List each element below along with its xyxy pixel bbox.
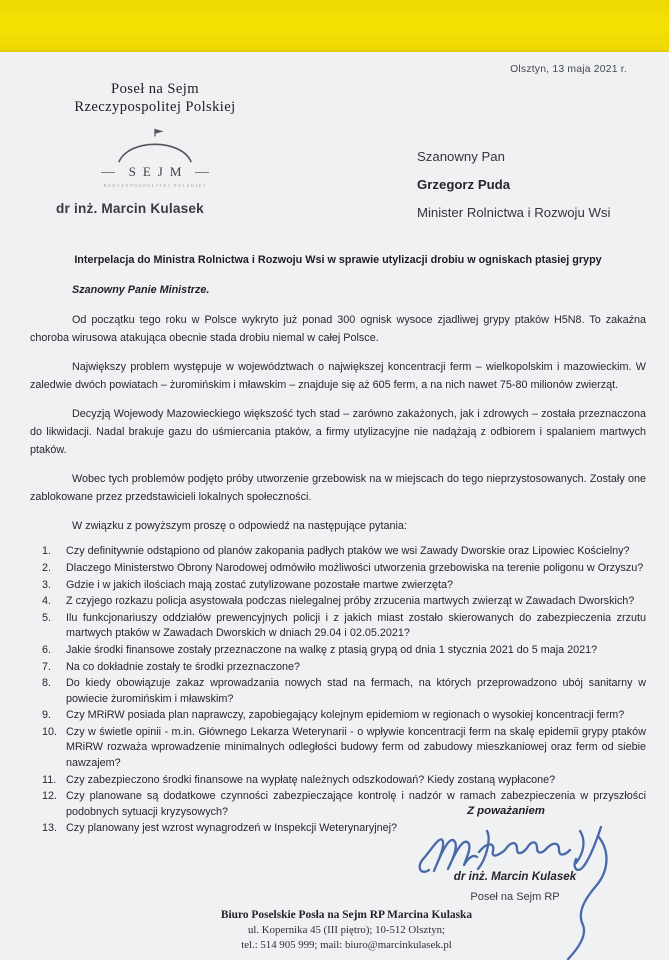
- letterhead: [38, 80, 272, 188]
- question-item: [42, 594, 646, 610]
- question-text: Czy planowane są dodatkowe czynności zabezpieczające kontrolę i nadzór w ramach zabezpieczenia w przyszłości podobnych sytuacji kryzysowych?: [66, 790, 646, 818]
- body-paragraph: Największy problem występuje w województwach o największej koncentracji ferm – wielkopolskim i mazowieckim. W zaledwie dwóch powiatach – żuromińskim i mławskim – znajduje się aż 605 ferm, a na nich nawet 75-80 milionów zwierząt.: [30, 361, 646, 391]
- body-paragraph: Decyzją Wojewody Mazowieckiego większość tych stad – zarówno zakażonych, jak i zdrowych – została przeznaczona do likwidacji. Nadal brakuje gazu do uśmiercania ptaków, a firmy utylizacyjne nie nadążają z odbiorem i spalaniem martwych ptaków.: [30, 408, 646, 456]
- question-text: Czy MRiRW posiada plan naprawczy, zapobiegający kolejnym epidemiom w regionach o wysokiej koncentracji ferm?: [66, 709, 625, 722]
- sender-name: dr inż. Marcin Kulasek: [56, 201, 204, 216]
- question-number: 12.: [42, 790, 58, 803]
- question-item: [42, 660, 646, 676]
- footer-address: ul. Kopernika 45 (III piętro); 10-512 Olsztyn;: [248, 924, 445, 936]
- footer-office-block: [0, 908, 669, 952]
- sejm-dome-icon: [107, 126, 203, 166]
- sejm-logo-text: SEJM: [128, 164, 189, 179]
- question-item: [42, 725, 646, 772]
- recipient-block: [417, 143, 610, 227]
- question-text: Jakie środki finansowe zostały przeznaczone na walkę z ptasią grypą od dnia 1 stycznia 2021 do 5 maja 2021?: [66, 643, 598, 656]
- question-text: Na co dokładnie zostały te środki przeznaczone?: [66, 660, 301, 673]
- sejm-logo-caption: RZECZYPOSPOLITEJ POLSKIEJ: [103, 183, 207, 188]
- question-text: Gdzie i w jakich ilościach mają zostać zutylizowane pozostałe martwe zwierzęta?: [66, 578, 454, 591]
- letterhead-line-2: Rzeczypospolitej Polskiej: [74, 99, 236, 115]
- question-number: 9.: [42, 709, 52, 722]
- subject-title: Interpelacja do Ministra Rolnictwa i Rozwoju Wsi w sprawie utylizacji drobiu w ogniskach ptasiej grypy: [74, 254, 602, 266]
- question-item: [42, 773, 646, 789]
- body-paragraph: Od początku tego roku w Polsce wykryto już ponad 300 ognisk wysoce zjadliwej grypy ptaków H5N8. To zakaźna choroba wirusowa atakująca obecnie stada drobiu niemal w całej Polsce.: [30, 314, 646, 344]
- signer-role: Poseł na Sejm RP: [470, 891, 560, 903]
- yellow-top-banner: [0, 0, 669, 52]
- logo-rule-left: [101, 172, 115, 173]
- question-item: [42, 561, 646, 577]
- question-number: 5.: [42, 611, 52, 624]
- recipient-name: Grzegorz Puda: [417, 177, 511, 192]
- question-text: Czy zabezpieczono środki finansowe na wypłatę należnych odszkodowań? Kiedy zostaną wypłacone?: [66, 773, 556, 786]
- question-number: 4.: [42, 595, 52, 608]
- question-number: 3.: [42, 578, 52, 591]
- question-text: Z czyjego rozkazu policja asystowała podczas nielegalnej próby zrzucenia martwych zwierząt w Zawadach Dworskich?: [66, 595, 635, 608]
- logo-rule-right: [195, 172, 209, 173]
- question-number: 7.: [42, 660, 52, 673]
- footer-contact: tel.: 514 905 999; mail: biuro@marcinkulasek.pl: [241, 938, 452, 951]
- question-text: Czy w świetle opinii - m.in. Głównego Lekarza Weterynarii - o wpływie koncentracji ferm na skalę epidemii grypy ptaków MRiRW rozważa wprowadzenie minimalnych odległości budowy ferm od zabudowy mieszkaniowej oraz ferm od siebie nawzajem?: [66, 725, 646, 770]
- date-line: Olsztyn, 13 maja 2021 r.: [510, 64, 627, 75]
- question-number: 10.: [42, 725, 58, 738]
- question-text: Czy planowany jest wzrost wynagrodzeń w Inspekcji Weterynaryjnej?: [66, 822, 398, 835]
- questions-intro: W związku z powyższym proszę o odpowiedź na następujące pytania:: [72, 520, 407, 533]
- question-number: 2.: [42, 561, 52, 574]
- signer-name: dr inż. Marcin Kulasek: [453, 870, 577, 883]
- question-item: [42, 676, 646, 707]
- question-text: Czy definitywnie odstąpiono od planów zakopania padłych ptaków we wsi Zawady Dworskie oraz Lipowiec Kościelny?: [66, 545, 630, 558]
- letterhead-line-1: Poseł na Sejm: [111, 81, 199, 97]
- question-item: [42, 578, 646, 594]
- question-number: 6.: [42, 643, 52, 656]
- question-number: 8.: [42, 677, 52, 690]
- question-text: Dlaczego Ministerstwo Obrony Narodowej odmówiło możliwości utworzenia grzebowiska na terenie poligonu w Orzyszu?: [66, 561, 644, 574]
- letter-body: [30, 252, 646, 838]
- question-item: [42, 821, 646, 837]
- question-item: [42, 643, 646, 659]
- footer-office-name: Biuro Poselskie Posła na Sejm RP Marcina Kulaska: [220, 909, 473, 921]
- question-item: [42, 544, 646, 560]
- sejm-logo: [38, 126, 272, 188]
- question-number: 1.: [42, 545, 52, 558]
- question-text: Do kiedy obowiązuje zakaz wprowadzania nowych stad na fermach, na których przeprowadzono ubój sanitarny w powiecie żuromińskim i mławskim?: [66, 677, 646, 705]
- question-number: 13.: [42, 822, 58, 835]
- valediction: Z poważaniem: [467, 805, 545, 817]
- question-text: Ilu funkcjonariuszy oddziałów prewencyjnych policji i z jakich miast zostało skierowanych do zabezpieczenia zrzutu martwych ptaków w Zawadach Dworskich w dniach 29.04 i 02.05.2021?: [66, 611, 646, 640]
- greeting: Szanowny Panie Ministrze.: [72, 284, 210, 296]
- recipient-title: Minister Rolnictwa i Rozwoju Wsi: [417, 205, 611, 220]
- sejm-logo-word: [38, 164, 272, 180]
- question-item: [42, 708, 646, 724]
- question-number: 11.: [42, 773, 57, 786]
- body-paragraph: Wobec tych problemów podjęto próby utworzenie grzebowisk na w miejscach do tego nieprzystosowanych. Zostały one zablokowane przez przedstawicieli lokalnych społeczności.: [30, 473, 646, 503]
- questions-list: [30, 544, 646, 837]
- question-item: [42, 611, 646, 642]
- recipient-salutation: Szanowny Pan: [417, 149, 505, 164]
